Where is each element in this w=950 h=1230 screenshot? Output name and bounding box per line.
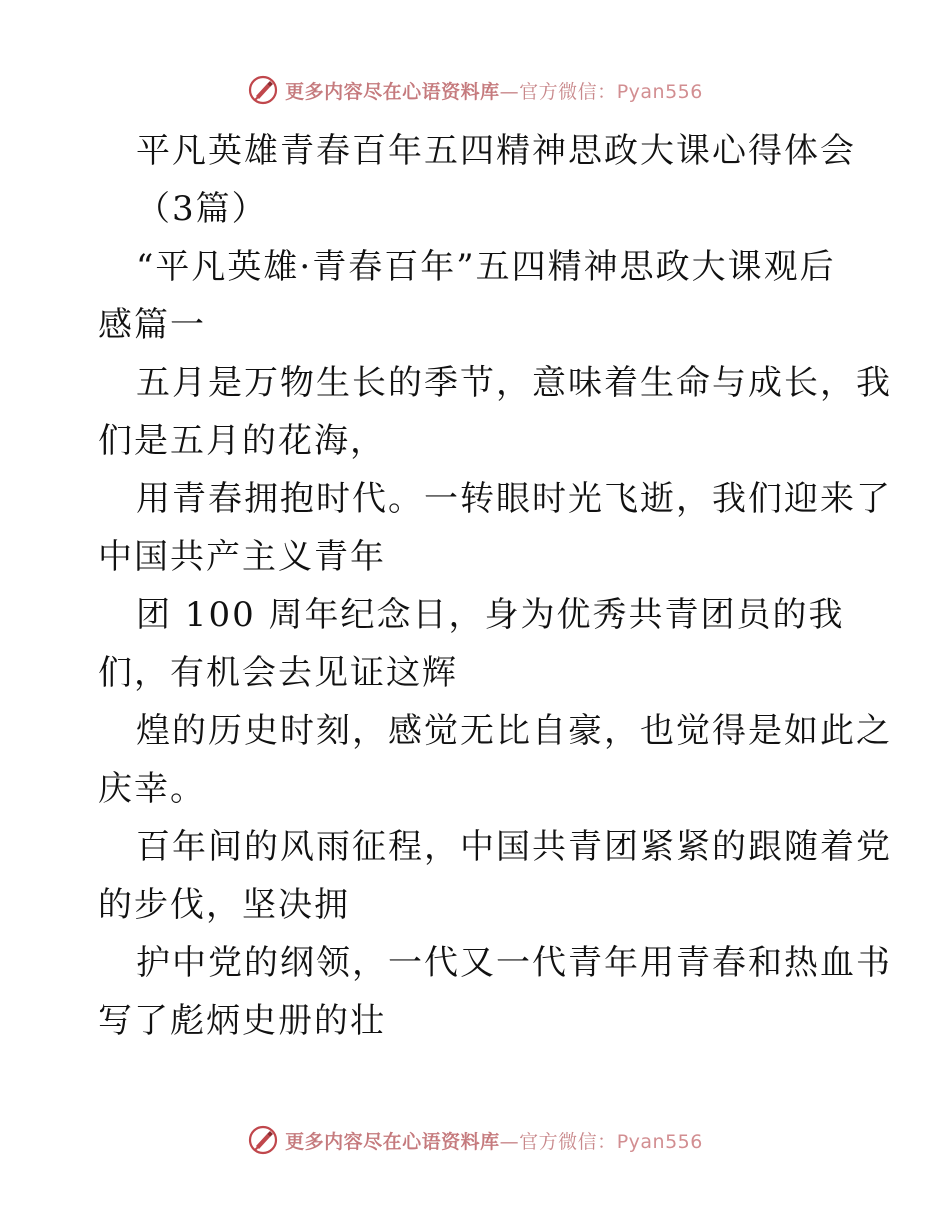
watermark-brand: 更多内容尽在心语资料库: [285, 80, 500, 103]
watermark-dash: —: [499, 1130, 520, 1153]
text-line: 们，有机会去见证这辉: [98, 653, 458, 693]
text-line: 百年间的风雨征程，中国共青团紧紧的跟随着党: [136, 827, 892, 867]
text-line: 团 100 周年纪念日，身为优秀共青团员的我: [136, 595, 845, 635]
document-title-count: （3篇）: [136, 189, 268, 229]
watermark-wechat-id: Pyan556: [616, 80, 703, 103]
document-body: [98, 122, 892, 1050]
text-line: “平凡英雄·青春百年”五四精神思政大课观后: [136, 247, 836, 287]
paragraph-lines: [98, 238, 892, 1050]
watermark-text: [285, 1127, 703, 1154]
pen-logo-icon: [247, 74, 279, 106]
text-line: 写了彪炳史册的壮: [98, 1001, 386, 1041]
text-line: 五月是万物生长的季节，意味着生命与成长，我: [136, 363, 892, 403]
text-line: 煌的历史时刻，感觉无比自豪，也觉得是如此之: [136, 711, 892, 751]
watermark-wechat-label: 官方微信：: [519, 1130, 617, 1153]
text-line: 庆幸。: [98, 769, 206, 809]
watermark-wechat-id: Pyan556: [616, 1130, 703, 1153]
text-line: 的步伐，坚决拥: [98, 885, 350, 925]
header-watermark: [0, 70, 950, 110]
text-line: 中国共产主义青年: [98, 537, 386, 577]
text-line: 们是五月的花海，: [98, 421, 386, 461]
document-title: 平凡英雄青春百年五四精神思政大课心得体会: [136, 131, 856, 171]
watermark-dash: —: [499, 80, 520, 103]
watermark-wechat-label: 官方微信：: [519, 80, 617, 103]
text-line: 护中党的纲领，一代又一代青年用青春和热血书: [136, 943, 892, 983]
text-line: 用青春拥抱时代。一转眼时光飞逝，我们迎来了: [136, 479, 892, 519]
watermark-text: [285, 77, 703, 104]
pen-logo-icon: [247, 1124, 279, 1156]
footer-watermark: [0, 1120, 950, 1160]
text-line: 感篇一: [98, 305, 206, 345]
watermark-brand: 更多内容尽在心语资料库: [285, 1130, 500, 1153]
